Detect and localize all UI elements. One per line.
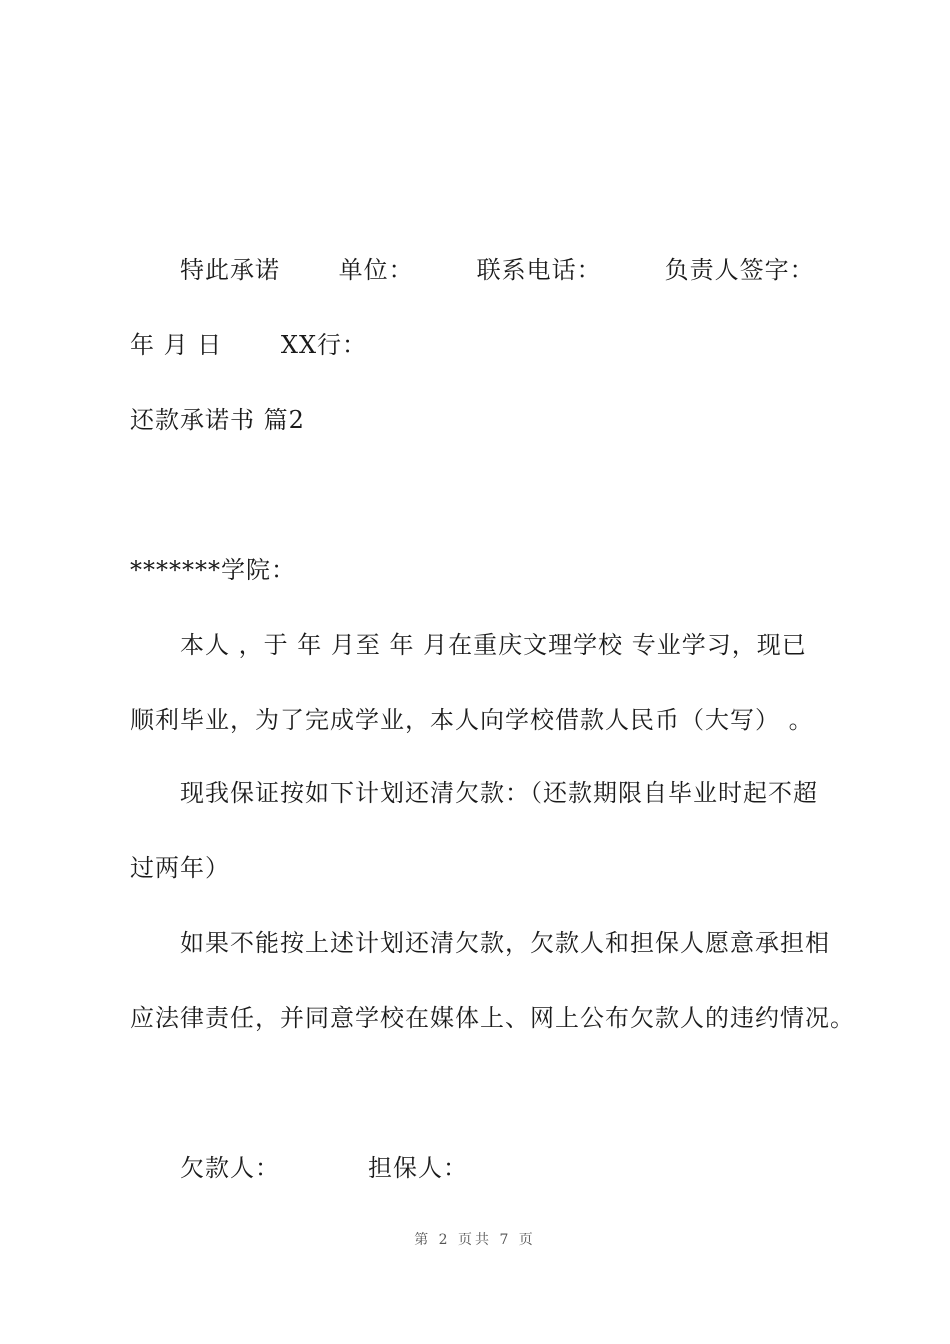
page-number-footer: 第 2 页共 7 页 [414, 1232, 536, 1248]
paragraph-2-line-2: 过两年） [130, 854, 230, 882]
date-bank-line: 年 月 日 XX行： [130, 331, 368, 359]
paragraph-3-line-2: 应法律责任，并同意学校在媒体上、网上公布欠款人的违约情况。 [130, 1004, 855, 1032]
commitment-signature-line: 特此承诺 单位： 联系电话： 负责人签字： [180, 256, 815, 284]
paragraph-1-line-1: 本人 ，于 年 月至 年 月在重庆文理学校 专业学习，现已 [180, 631, 807, 659]
paragraph-3-line-1: 如果不能按上述计划还清欠款，欠款人和担保人愿意承担相 [180, 929, 830, 957]
paragraph-1-line-2: 顺利毕业，为了完成学业，本人向学校借款人民币（大写） 。 [130, 706, 814, 734]
signature-line: 欠款人： 担保人： [180, 1154, 468, 1182]
addressee-line: *******学院： [130, 556, 296, 584]
paragraph-2-line-1: 现我保证按如下计划还清欠款：（还款期限自毕业时起不超 [180, 779, 818, 807]
section-title: 还款承诺书 篇2 [130, 406, 305, 434]
